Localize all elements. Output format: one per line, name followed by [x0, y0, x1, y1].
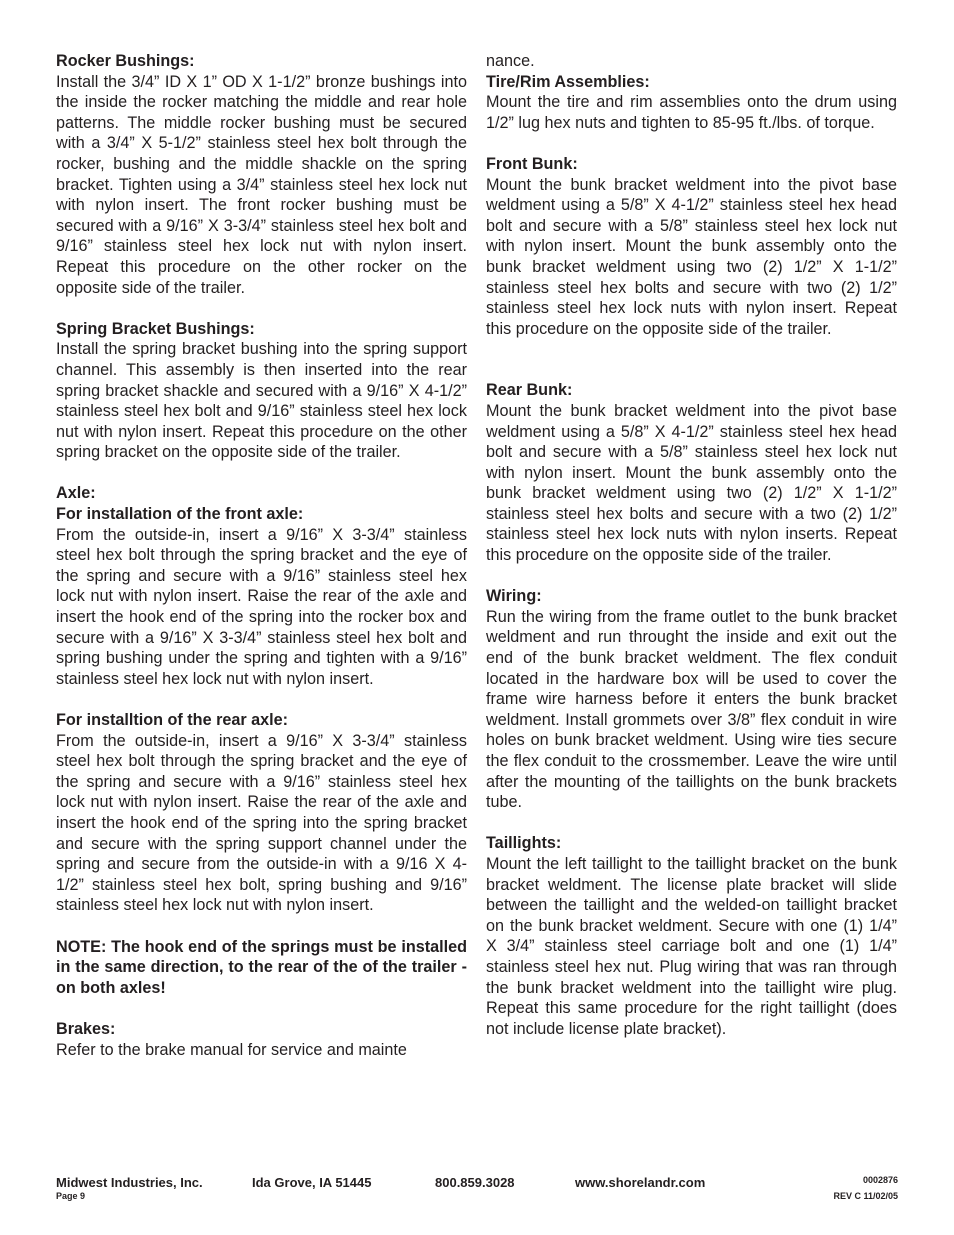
spring-bracket-bushings-text: Install the spring bracket bushing into the spring support channel. This assembly is then inserted into the rear spring bracket shackle and secured with a 9/16” X 4-1/2” stainless steel hex bolt and 9/16” stainless steel hex lock nut with nylon insert. Repeat this procedure on the other spring bracket on the opposite side of the trailer.: [56, 340, 467, 462]
section-heading-axle: Axle:: [56, 484, 96, 503]
rocker-bushings-text: Install the 3/4” ID X 1” OD X 1-1/2” bronze bushings into the inside the rocker matching the middle and rear hole patterns. The middle rocker bushing must be secured with a 3/4” X 5-1/2” stainless steel hex bolt through the rocker, bushing and the middle shackle on the spring bracket. Tighten using a 3/4” stainless steel hex lock nut with nylon insert. The front rocker bushing must be secured with a 9/16” X 3-3/4” stainless steel hex bolt and 9/16” stainless steel hex lock nut with nylon insert. Repeat this procedure on the other rocker on the opposite side of the trailer.: [56, 72, 467, 297]
footer-company: Midwest Industries, Inc.: [56, 1175, 203, 1190]
page-footer: [56, 1175, 898, 1201]
footer-phone: 800.859.3028: [435, 1175, 515, 1190]
footer-website: www.shorelandr.com: [575, 1175, 706, 1190]
footer-doc-number: 0002876: [862, 1175, 898, 1185]
section-heading-front-bunk: Front Bunk:: [486, 154, 578, 173]
subheading-front-axle: For installation of the front axle:: [56, 505, 304, 524]
section-heading-tire-rim: Tire/Rim Assemblies:: [486, 72, 650, 91]
taillights-text: Mount the left taillight to the taillight bracket on the bunk bracket weldment. The license plate bracket will slide between the taillight and the welded-on taillight bracket on the bunk bracket weldment. Secure with one (1) 1/4” X 3/4” stainless steel carriage bolt and one (1) 1/4” stainless steel hex nut. Plug wiring that was ran through the bunk bracket weldment into the taillight wire plug. Repeat this same procedure for the right taillight (does not include license plate bracket).: [486, 854, 897, 1038]
wiring-text: Run the wiring from the frame outlet to the bunk bracket weldment and run throught the inside and exit out the end of the bunk bracket weldment. The flex conduit located in the hardware box will be used to cover the frame wire harness before it enters the bunk bracket weldment. Install grommets over 3/8” flex conduit in wire holes on bunk bracket weldment. Using wire ties secure the flex conduit to the crossmember. Leave the wire until after the mounting of the taillights on the bunk brackets tube.: [486, 607, 897, 812]
brakes-text-continued: nance.: [486, 52, 535, 70]
front-axle-text: From the outside-in, insert a 9/16” X 3-3/4” stainless steel hex bolt through the spring bracket and the eye of the spring and secure with a 9/16” stainless steel hex lock nut with nylon insert. Raise the rear of the axle and insert the hook end of the spring into the rocker box and secure with a 9/16” X 3-3/4” stainless steel hex bolt and spring bushing under the spring and tighten with a 9/16” stainless steel hex lock nut with nylon insert.: [56, 525, 467, 688]
section-heading-rocker-bushings: Rocker Bushings:: [56, 52, 195, 70]
section-heading-brakes: Brakes:: [56, 1019, 116, 1038]
tire-rim-text: Mount the tire and rim assemblies onto the drum using 1/2” lug hex nuts and tighten to 85-95 ft./lbs. of torque.: [486, 93, 897, 132]
footer-revision: REV C 11/02/05: [833, 1191, 898, 1201]
left-column: [56, 51, 467, 1060]
front-bunk-text: Mount the bunk bracket weldment into the pivot base weldment using a 5/8” X 4-1/2” stainless steel hex head bolt and secure with a 5/8” stainless steel hex lock nut with nylon insert. Mount the bunk assembly onto the bunk bracket weldment using two (2) 1/2” X 1-1/2” stainless steel hex bolts and secure with two (2) 1/2” stainless steel hex lock nuts with nylon insert. Repeat this procedure on the opposite side of the trailer.: [486, 175, 897, 338]
rear-axle-text: From the outside-in, insert a 9/16” X 3-3/4” stainless steel hex bolt through the spring bracket and the eye of the spring and secure with a 9/16” stainless steel hex lock nut with nylon insert. Raise the rear of the axle and insert the hook end of the spring into the spring bracket and secure with the spring support channel under the spring and secure from the outside-in with a 9/16 X 4-1/2” stainless steel hex bolt, spring bushing and 9/16” stainless steel hex lock nut with nylon insert.: [56, 731, 467, 915]
section-heading-rear-bunk: Rear Bunk:: [486, 381, 573, 400]
footer-page-number: Page 9: [56, 1191, 86, 1201]
footer-city: Ida Grove, IA 51445: [252, 1175, 372, 1190]
subheading-rear-axle: For installtion of the rear axle:: [56, 711, 289, 729]
right-column: [486, 51, 897, 1039]
section-heading-taillights: Taillights:: [486, 834, 562, 853]
axle-note: NOTE: The hook end of the springs must be installed in the same direction, to the rear of the of the trailer - on both axles!: [56, 937, 467, 997]
section-heading-spring-bracket-bushings: Spring Bracket Bushings:: [56, 319, 255, 338]
rear-bunk-text: Mount the bunk bracket weldment into the pivot base weldment using a 5/8” X 4-1/2” stainless steel hex head bolt and secure with a 5/8” stainless steel hex lock nut with nylon insert. Mount the bunk assembly onto the bunk bracket weldment using two (2) 1/2” X 1-1/2” stainless steel hex bolts and secure with a two (2) 1/2” stainless steel hex lock nuts with nylon inserts. Repeat this procedure on the opposite side of the trailer.: [486, 401, 897, 565]
brakes-text: Refer to the brake manual for service and mainte: [56, 1040, 407, 1059]
section-heading-wiring: Wiring:: [486, 587, 542, 606]
